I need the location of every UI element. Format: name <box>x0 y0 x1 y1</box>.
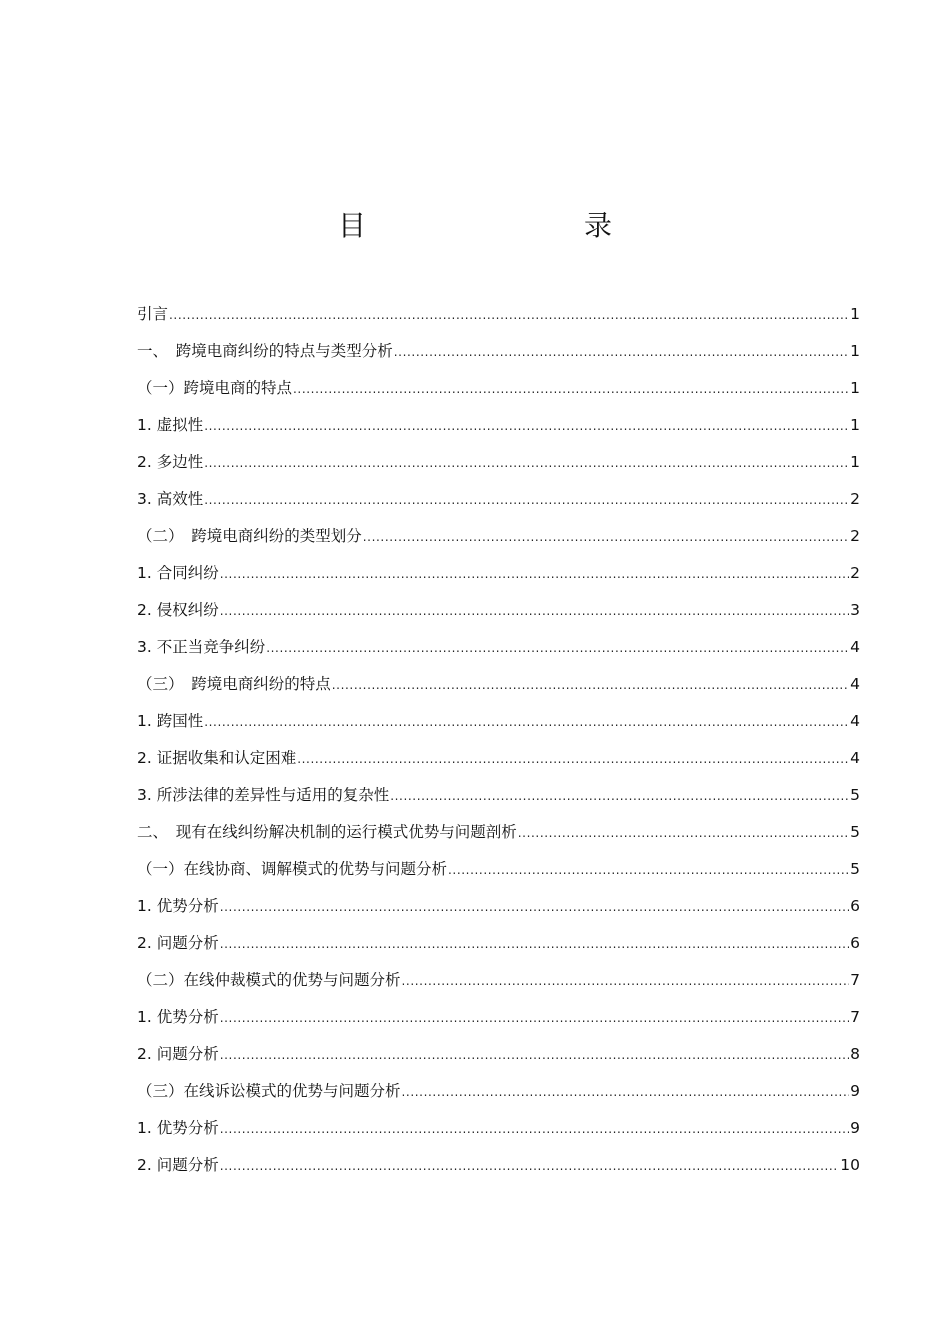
toc-entry[interactable] <box>137 925 860 962</box>
toc-entry[interactable] <box>137 444 860 481</box>
toc-dot-leader <box>204 408 849 445</box>
toc-entry-label: （一）在线协商、调解模式的优势与问题分析 <box>137 860 448 878</box>
toc-entry-page-number: 1 <box>850 342 860 360</box>
toc-entry[interactable] <box>137 592 860 629</box>
toc-dot-leader <box>220 1148 840 1185</box>
toc-entry-page-number: 1 <box>850 305 860 323</box>
toc-entry[interactable] <box>137 814 860 851</box>
toc-entry-page-number: 5 <box>850 823 860 841</box>
toc-entry-page-number: 4 <box>850 712 860 730</box>
toc-entry-label: 2. 问题分析 <box>137 1045 219 1063</box>
toc-dot-leader <box>332 667 849 704</box>
toc-entry-page-number: 2 <box>850 527 860 545</box>
toc-entry-label: 2. 多边性 <box>137 453 204 471</box>
toc-entry-label: 1. 优势分析 <box>137 1119 219 1137</box>
toc-dot-leader <box>204 482 849 519</box>
toc-entry[interactable] <box>137 1147 860 1184</box>
toc-entry[interactable] <box>137 629 860 666</box>
toc-entry-label: 一、 跨境电商纠纷的特点与类型分析 <box>137 342 393 360</box>
toc-entry-label: 2. 问题分析 <box>137 934 219 952</box>
toc-entry-label: 1. 合同纠纷 <box>137 564 219 582</box>
toc-entry[interactable] <box>137 740 860 777</box>
toc-entry-page-number: 8 <box>850 1045 860 1063</box>
toc-entry[interactable] <box>137 296 860 333</box>
toc-entry[interactable] <box>137 1073 860 1110</box>
toc-entry-label: 1. 优势分析 <box>137 897 219 915</box>
toc-dot-leader <box>220 889 849 926</box>
toc-entry-page-number: 1 <box>850 416 860 434</box>
toc-entry[interactable] <box>137 555 860 592</box>
toc-entry-label: （一）跨境电商的特点 <box>137 379 293 397</box>
toc-dot-leader <box>518 815 849 852</box>
toc-entry-label: （二）在线仲裁模式的优势与问题分析 <box>137 971 401 989</box>
toc-dot-leader <box>448 852 849 889</box>
toc-entry-page-number: 10 <box>840 1156 860 1174</box>
toc-entry-label: 3. 高效性 <box>137 490 204 508</box>
toc-entry-label: 二、 现有在线纠纷解决机制的运行模式优势与问题剖析 <box>137 823 517 841</box>
toc-entry-page-number: 5 <box>850 786 860 804</box>
toc-entry-page-number: 9 <box>850 1082 860 1100</box>
toc-entry[interactable] <box>137 1110 860 1147</box>
toc-entry-page-number: 3 <box>850 601 860 619</box>
page-title: 目 录 <box>337 209 666 242</box>
toc-entry-page-number: 7 <box>850 1008 860 1026</box>
toc-entry[interactable] <box>137 666 860 703</box>
toc-dot-leader <box>266 630 849 667</box>
toc-dot-leader <box>363 519 849 556</box>
toc-dot-leader <box>293 371 849 408</box>
toc-dot-leader <box>220 1037 849 1074</box>
toc-entry-label: 2. 证据收集和认定困难 <box>137 749 297 767</box>
toc-dot-leader <box>204 704 849 741</box>
toc-entry[interactable] <box>137 518 860 555</box>
toc-entry[interactable] <box>137 962 860 999</box>
toc-dot-leader <box>204 445 849 482</box>
toc-entry-page-number: 5 <box>850 860 860 878</box>
toc-dot-leader <box>220 1000 849 1037</box>
toc-entry[interactable] <box>137 851 860 888</box>
toc-dot-leader <box>220 926 849 963</box>
table-of-contents <box>137 296 860 1184</box>
toc-entry[interactable] <box>137 333 860 370</box>
toc-dot-leader <box>169 297 849 334</box>
toc-entry-label: 2. 侵权纠纷 <box>137 601 219 619</box>
toc-entry-label: （三）在线诉讼模式的优势与问题分析 <box>137 1082 401 1100</box>
toc-dot-leader <box>402 1074 850 1111</box>
toc-entry-label: （三） 跨境电商纠纷的特点 <box>137 675 331 693</box>
toc-entry-label: 引言 <box>137 305 169 323</box>
toc-entry-label: （二） 跨境电商纠纷的类型划分 <box>137 527 362 545</box>
toc-entry[interactable] <box>137 407 860 444</box>
toc-dot-leader <box>220 593 849 630</box>
toc-entry-page-number: 6 <box>850 897 860 915</box>
toc-entry-page-number: 9 <box>850 1119 860 1137</box>
toc-entry-page-number: 2 <box>850 490 860 508</box>
toc-entry-page-number: 1 <box>850 379 860 397</box>
toc-entry-page-number: 4 <box>850 638 860 656</box>
toc-dot-leader <box>297 741 849 778</box>
toc-entry-page-number: 6 <box>850 934 860 952</box>
toc-dot-leader <box>220 1111 849 1148</box>
toc-entry-label: 1. 虚拟性 <box>137 416 204 434</box>
toc-entry-page-number: 2 <box>850 564 860 582</box>
toc-entry-page-number: 1 <box>850 453 860 471</box>
toc-entry[interactable] <box>137 777 860 814</box>
toc-dot-leader <box>394 334 849 371</box>
toc-entry[interactable] <box>137 370 860 407</box>
toc-entry[interactable] <box>137 999 860 1036</box>
toc-entry[interactable] <box>137 1036 860 1073</box>
toc-entry[interactable] <box>137 703 860 740</box>
toc-entry-page-number: 7 <box>850 971 860 989</box>
toc-entry-page-number: 4 <box>850 675 860 693</box>
toc-dot-leader <box>402 963 850 1000</box>
toc-entry-label: 1. 跨国性 <box>137 712 204 730</box>
toc-entry-label: 3. 所涉法律的差异性与适用的复杂性 <box>137 786 390 804</box>
toc-entry-label: 3. 不正当竞争纠纷 <box>137 638 266 656</box>
toc-entry-label: 1. 优势分析 <box>137 1008 219 1026</box>
toc-dot-leader <box>390 778 849 815</box>
toc-dot-leader <box>220 556 849 593</box>
toc-entry[interactable] <box>137 481 860 518</box>
toc-entry[interactable] <box>137 888 860 925</box>
toc-entry-label: 2. 问题分析 <box>137 1156 219 1174</box>
toc-entry-page-number: 4 <box>850 749 860 767</box>
